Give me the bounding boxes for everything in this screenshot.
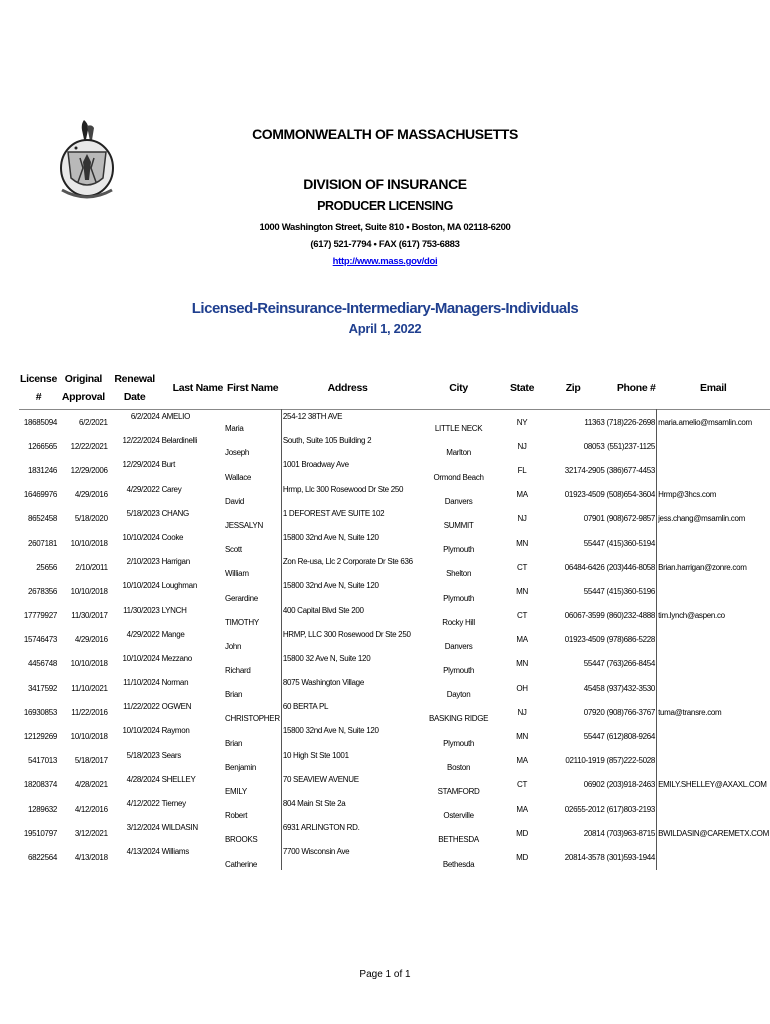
cell-original-approval: 10/10/2018 bbox=[70, 659, 108, 669]
cell-phone: (551)237-1125 bbox=[607, 441, 656, 451]
cell-first-name: David bbox=[225, 496, 244, 506]
cell-phone: (203)446-8058 bbox=[606, 562, 656, 572]
cell-email bbox=[657, 628, 770, 652]
cell-license: 12129269 bbox=[23, 732, 58, 742]
cell-email: BWILDASIN@CAREMETX.COM bbox=[657, 821, 770, 845]
cell-license: 18208374 bbox=[23, 780, 58, 790]
cell-phone: (908)672-9857 bbox=[606, 514, 656, 524]
cell-zip: 55447 bbox=[583, 586, 605, 596]
cell-renewal-date: 2/10/2023 bbox=[126, 557, 160, 567]
cell-zip: 20814 bbox=[583, 828, 605, 838]
cell-renewal-date: 5/18/2023 bbox=[126, 508, 160, 518]
cell-email bbox=[657, 749, 770, 773]
cell-email bbox=[657, 797, 770, 821]
cell-first-name: BROOKS bbox=[225, 835, 258, 845]
cell-license: 19510797 bbox=[23, 828, 58, 838]
table-row bbox=[19, 555, 770, 579]
cell-original-approval: 4/12/2016 bbox=[74, 804, 108, 814]
cell-state: CT bbox=[517, 562, 528, 572]
cell-first-name: Benjamin bbox=[225, 762, 256, 772]
cell-zip: 32174-2905 bbox=[564, 465, 605, 475]
cell-zip: 45458 bbox=[583, 683, 605, 693]
cell-phone: (386)677-4453 bbox=[606, 465, 656, 475]
header-zip: Zip bbox=[565, 382, 581, 394]
cell-address: 1001 Broadway Ave bbox=[281, 458, 414, 482]
cell-address: HRMP, LLC 300 Rosewood Dr Ste 250 bbox=[281, 628, 414, 652]
cell-address: 70 SEAVIEW AVENUE bbox=[281, 773, 414, 797]
cell-renewal-date: 4/28/2024 bbox=[126, 774, 160, 784]
cell-city: Shelton bbox=[446, 569, 472, 579]
cell-email: Hrmp@3hcs.com bbox=[657, 483, 770, 507]
cell-state: MN bbox=[516, 659, 528, 669]
cell-phone: (857)222-5028 bbox=[606, 756, 656, 766]
table-row bbox=[19, 434, 770, 458]
table-row bbox=[19, 845, 770, 869]
cell-original-approval: 4/29/2016 bbox=[74, 490, 108, 500]
website-link[interactable]: http://www.mass.gov/doi bbox=[332, 256, 438, 267]
cell-email: maria.amelio@msamlin.com bbox=[657, 410, 770, 435]
cell-original-approval: 11/10/2021 bbox=[71, 683, 108, 693]
cell-original-approval: 10/10/2018 bbox=[70, 586, 108, 596]
cell-license: 16469976 bbox=[23, 490, 58, 500]
cell-address: 6931 ARLINGTON RD. bbox=[281, 821, 414, 845]
header-first-name: First Name bbox=[227, 382, 279, 394]
table-row bbox=[19, 773, 770, 797]
cell-renewal-date: 5/18/2023 bbox=[126, 750, 160, 760]
cell-original-approval: 3/12/2021 bbox=[74, 828, 108, 838]
cell-zip: 06484-6426 bbox=[564, 562, 605, 572]
cell-email bbox=[657, 458, 770, 482]
cell-address: 15800 32nd Ave N, Suite 120 bbox=[281, 579, 414, 603]
cell-state: MA bbox=[516, 635, 528, 645]
cell-state: MD bbox=[516, 828, 528, 838]
cell-original-approval: 5/18/2017 bbox=[74, 756, 108, 766]
cell-renewal-date: 11/10/2024 bbox=[123, 678, 160, 688]
cell-state: NJ bbox=[517, 707, 527, 717]
cell-zip: 02655-2012 bbox=[564, 804, 605, 814]
cell-zip: 06067-3599 bbox=[564, 611, 605, 621]
table-row bbox=[19, 821, 770, 845]
header-phone: Phone # bbox=[616, 382, 656, 394]
table-row bbox=[19, 700, 770, 724]
cell-original-approval: 6/2/2021 bbox=[78, 417, 108, 427]
cell-first-name: Joseph bbox=[225, 448, 250, 458]
cell-zip: 55447 bbox=[583, 659, 605, 669]
cell-renewal-date: 10/10/2024 bbox=[122, 726, 160, 736]
cell-state: NY bbox=[516, 417, 528, 427]
table-row bbox=[19, 483, 770, 507]
cell-license: 25656 bbox=[36, 562, 58, 572]
table-row bbox=[19, 676, 770, 700]
cell-state: MA bbox=[516, 804, 528, 814]
table-row bbox=[19, 628, 770, 652]
cell-license: 17779927 bbox=[23, 611, 58, 621]
cell-city: Ormond Beach bbox=[433, 472, 484, 482]
cell-license: 15746473 bbox=[23, 635, 58, 645]
cell-phone: (860)232-4888 bbox=[606, 611, 656, 621]
cell-first-name: Brian bbox=[225, 690, 243, 700]
cell-last-name: AMELIO bbox=[161, 412, 190, 421]
cell-email bbox=[657, 724, 770, 748]
cell-license: 2678356 bbox=[27, 586, 58, 596]
cell-address: 15800 32nd Ave N, Suite 120 bbox=[281, 531, 414, 555]
cell-phone: (718)226-2698 bbox=[606, 417, 656, 427]
page-number: Page 1 of 1 bbox=[359, 969, 411, 980]
cell-last-name: Mange bbox=[161, 629, 185, 639]
cell-first-name: Gerardine bbox=[225, 593, 258, 603]
org-name: COMMONWEALTH OF MASSACHUSETTS bbox=[252, 126, 518, 142]
header-last-name: Last Name bbox=[172, 382, 224, 394]
cell-email: tim.lynch@aspen.co bbox=[657, 604, 770, 628]
cell-city: Marlton bbox=[446, 448, 471, 458]
cell-license: 3417592 bbox=[27, 683, 58, 693]
cell-zip: 55447 bbox=[583, 538, 605, 548]
cell-state: CT bbox=[517, 611, 528, 621]
cell-last-name: Cooke bbox=[161, 532, 184, 542]
cell-city: Osterville bbox=[443, 811, 474, 821]
cell-phone: (617)803-2193 bbox=[606, 804, 656, 814]
cell-last-name: Burt bbox=[161, 460, 176, 470]
cell-phone: (301)593-1944 bbox=[606, 852, 656, 862]
cell-state: MN bbox=[516, 538, 528, 548]
cell-phone: (703)963-8715 bbox=[606, 828, 656, 838]
cell-license: 18685094 bbox=[23, 417, 58, 427]
table-row bbox=[19, 724, 770, 748]
cell-state: OH bbox=[516, 683, 528, 693]
cell-address: South, Suite 105 Building 2 bbox=[281, 434, 414, 458]
cell-phone: (508)654-3604 bbox=[606, 490, 656, 500]
cell-address: Hrmp, Llc 300 Rosewood Dr Ste 250 bbox=[281, 483, 414, 507]
table-row bbox=[19, 531, 770, 555]
cell-first-name: Brian bbox=[225, 738, 243, 748]
cell-city: Rocky Hill bbox=[442, 617, 475, 627]
cell-original-approval: 4/13/2018 bbox=[74, 852, 108, 862]
cell-address: 15800 32 Ave N, Suite 120 bbox=[281, 652, 414, 676]
cell-first-name: William bbox=[225, 569, 249, 579]
unit-name: PRODUCER LICENSING bbox=[317, 199, 453, 213]
cell-address: 1 DEFOREST AVE SUITE 102 bbox=[281, 507, 414, 531]
cell-email bbox=[657, 845, 770, 869]
cell-city: LITTLE NECK bbox=[434, 424, 483, 434]
cell-renewal-date: 4/12/2022 bbox=[126, 799, 160, 808]
cell-zip: 07901 bbox=[583, 514, 605, 524]
header-state: State bbox=[509, 382, 535, 394]
cell-first-name: JESSALYN bbox=[225, 520, 263, 530]
cell-zip: 01923-4509 bbox=[564, 635, 605, 645]
cell-last-name: Loughman bbox=[161, 581, 197, 591]
cell-address: 7700 Wisconsin Ave bbox=[281, 845, 414, 869]
cell-phone: (763)266-8454 bbox=[606, 659, 656, 669]
cell-email bbox=[657, 676, 770, 700]
cell-last-name: Harrigan bbox=[161, 557, 190, 567]
cell-last-name: OGWEN bbox=[161, 702, 192, 712]
cell-state: NJ bbox=[517, 441, 527, 451]
cell-email bbox=[657, 531, 770, 555]
cell-license: 8652458 bbox=[27, 514, 58, 524]
cell-address: 8075 Washington Village bbox=[281, 676, 414, 700]
office-address: 1000 Washington Street, Suite 810 • Boston, MA 02118-6200 bbox=[259, 222, 511, 233]
cell-renewal-date: 11/30/2023 bbox=[123, 605, 160, 615]
cell-license: 4456748 bbox=[27, 659, 58, 669]
cell-zip: 08053 bbox=[583, 441, 605, 451]
table-row bbox=[19, 458, 770, 482]
cell-email: EMILY.SHELLEY@AXAXL.COM bbox=[657, 773, 770, 797]
cell-license: 6822564 bbox=[27, 852, 58, 862]
cell-license: 1266565 bbox=[27, 441, 58, 451]
cell-state: NJ bbox=[517, 514, 527, 524]
cell-city: Dayton bbox=[446, 690, 471, 700]
cell-address: Zon Re-usa, Llc 2 Corporate Dr Ste 636 bbox=[281, 555, 414, 579]
table-header-row bbox=[19, 367, 770, 410]
cell-zip: 02110-1919 bbox=[565, 756, 605, 766]
cell-email: Brian.harrigan@zonre.com bbox=[657, 555, 770, 579]
cell-license: 2607181 bbox=[27, 538, 58, 548]
table-row bbox=[19, 410, 770, 435]
cell-state: MD bbox=[516, 852, 528, 862]
header-email: Email bbox=[700, 382, 727, 394]
cell-email: tuma@transre.com bbox=[657, 700, 770, 724]
cell-state: CT bbox=[517, 780, 528, 790]
cell-renewal-date: 4/29/2022 bbox=[126, 484, 160, 494]
cell-city: Plymouth bbox=[443, 593, 475, 603]
cell-last-name: Norman bbox=[161, 678, 189, 688]
cell-renewal-date: 10/10/2024 bbox=[122, 653, 160, 663]
cell-email bbox=[657, 434, 770, 458]
cell-phone: (978)686-5228 bbox=[606, 635, 656, 645]
cell-first-name: Catherine bbox=[225, 859, 258, 869]
cell-first-name: CHRISTOPHER bbox=[225, 714, 280, 724]
cell-last-name: Tierney bbox=[161, 799, 186, 808]
cell-city: BASKING RIDGE bbox=[428, 714, 489, 724]
cell-first-name: Robert bbox=[225, 811, 248, 821]
table-row bbox=[19, 749, 770, 773]
cell-zip: 06902 bbox=[583, 780, 605, 790]
cell-license: 16930853 bbox=[23, 707, 58, 717]
cell-last-name: WILDASIN bbox=[161, 823, 198, 833]
cell-renewal-date: 4/29/2022 bbox=[126, 629, 160, 639]
cell-original-approval: 10/10/2018 bbox=[70, 538, 108, 548]
cell-renewal-date: 11/22/2022 bbox=[123, 702, 160, 712]
header-address: Address bbox=[327, 382, 368, 394]
cell-original-approval: 10/10/2018 bbox=[70, 732, 108, 742]
cell-city: SUMMIT bbox=[443, 520, 474, 530]
cell-address: 400 Capital Blvd Ste 200 bbox=[281, 604, 414, 628]
cell-original-approval: 4/28/2021 bbox=[74, 780, 108, 790]
cell-first-name: Scott bbox=[225, 545, 242, 555]
header-renewal-date: Renewal Date bbox=[114, 373, 155, 403]
cell-first-name: TIMOTHY bbox=[225, 617, 259, 627]
cell-renewal-date: 10/10/2024 bbox=[122, 532, 160, 542]
cell-last-name: SHELLEY bbox=[161, 774, 196, 784]
division-name: DIVISION OF INSURANCE bbox=[303, 176, 467, 192]
cell-state: MN bbox=[516, 586, 528, 596]
header-original-approval: Original Approval bbox=[61, 373, 105, 403]
cell-renewal-date: 10/10/2024 bbox=[122, 581, 160, 591]
cell-zip: 20814-3578 bbox=[564, 852, 605, 862]
cell-license: 1831246 bbox=[27, 465, 58, 475]
cell-license: 1289632 bbox=[27, 804, 58, 814]
cell-original-approval: 12/29/2006 bbox=[70, 465, 108, 475]
cell-last-name: Williams bbox=[161, 847, 189, 857]
cell-address: 804 Main St Ste 2a bbox=[281, 797, 414, 821]
cell-state: MA bbox=[516, 490, 528, 500]
cell-email: jess.chang@msamlin.com bbox=[657, 507, 770, 531]
cell-renewal-date: 6/2/2024 bbox=[130, 412, 160, 421]
cell-address: 254-12 38TH AVE bbox=[281, 410, 414, 435]
cell-renewal-date: 12/29/2024 bbox=[122, 460, 160, 470]
cell-city: Danvers bbox=[444, 496, 473, 506]
cell-zip: 01923-4509 bbox=[564, 490, 605, 500]
table-row bbox=[19, 797, 770, 821]
report-date: April 1, 2022 bbox=[348, 321, 422, 336]
cell-city: STAMFORD bbox=[437, 787, 480, 796]
cell-first-name: John bbox=[225, 641, 242, 651]
cell-first-name: Wallace bbox=[225, 472, 252, 482]
table-row bbox=[19, 579, 770, 603]
cell-address: 15800 32nd Ave N, Suite 120 bbox=[281, 724, 414, 748]
cell-renewal-date: 4/13/2024 bbox=[126, 847, 160, 857]
cell-last-name: Belardinelli bbox=[161, 436, 198, 446]
header-city: City bbox=[449, 382, 468, 394]
cell-last-name: Carey bbox=[161, 484, 182, 494]
cell-zip: 11363 bbox=[584, 417, 605, 427]
cell-phone: (415)360-5194 bbox=[606, 538, 656, 548]
cell-email bbox=[657, 579, 770, 603]
cell-renewal-date: 3/12/2024 bbox=[126, 823, 160, 833]
cell-last-name: Sears bbox=[161, 750, 181, 760]
cell-address: 10 High St Ste 1001 bbox=[281, 749, 414, 773]
table-row bbox=[19, 652, 770, 676]
cell-city: Danvers bbox=[444, 641, 473, 651]
cell-city: Plymouth bbox=[443, 545, 475, 555]
cell-state: MA bbox=[516, 756, 528, 766]
cell-original-approval: 12/22/2021 bbox=[70, 441, 108, 451]
cell-city: BETHESDA bbox=[438, 835, 479, 845]
report-title: Licensed-Reinsurance-Intermediary-Managers-Individuals bbox=[191, 300, 579, 317]
cell-license: 5417013 bbox=[27, 756, 58, 766]
cell-original-approval: 2/10/2011 bbox=[75, 562, 108, 572]
table-row bbox=[19, 507, 770, 531]
cell-state: FL bbox=[517, 465, 527, 475]
cell-last-name: LYNCH bbox=[161, 605, 187, 615]
cell-city: Boston bbox=[447, 762, 471, 772]
cell-first-name: Maria bbox=[225, 424, 244, 434]
cell-phone: (612)808-9264 bbox=[606, 732, 656, 742]
licensee-table bbox=[19, 367, 770, 870]
cell-zip: 55447 bbox=[583, 732, 605, 742]
cell-last-name: CHANG bbox=[161, 508, 189, 518]
cell-last-name: Mezzano bbox=[161, 653, 192, 663]
cell-phone: (203)918-2463 bbox=[606, 780, 656, 790]
cell-phone: (937)432-3530 bbox=[606, 683, 656, 693]
cell-renewal-date: 12/22/2024 bbox=[122, 436, 160, 446]
cell-last-name: Raymon bbox=[161, 726, 190, 736]
cell-phone: (908)766-3767 bbox=[606, 707, 656, 717]
cell-original-approval: 5/18/2020 bbox=[74, 514, 108, 524]
cell-city: Plymouth bbox=[443, 666, 475, 676]
cell-first-name: Richard bbox=[225, 666, 251, 676]
header-license: License # bbox=[20, 373, 58, 403]
cell-address: 60 BERTA PL bbox=[281, 700, 414, 724]
cell-email bbox=[657, 652, 770, 676]
table-row bbox=[19, 604, 770, 628]
cell-city: Bethesda bbox=[442, 859, 475, 869]
cell-state: MN bbox=[516, 732, 528, 742]
cell-phone: (415)360-5196 bbox=[606, 586, 656, 596]
cell-zip: 07920 bbox=[583, 707, 605, 717]
cell-city: Plymouth bbox=[443, 738, 475, 748]
cell-original-approval: 11/22/2016 bbox=[71, 707, 108, 717]
cell-original-approval: 11/30/2017 bbox=[71, 611, 108, 621]
cell-first-name: EMILY bbox=[225, 787, 247, 796]
cell-original-approval: 4/29/2016 bbox=[74, 635, 108, 645]
phone-fax: (617) 521-7794 • FAX (617) 753-6883 bbox=[310, 239, 460, 250]
